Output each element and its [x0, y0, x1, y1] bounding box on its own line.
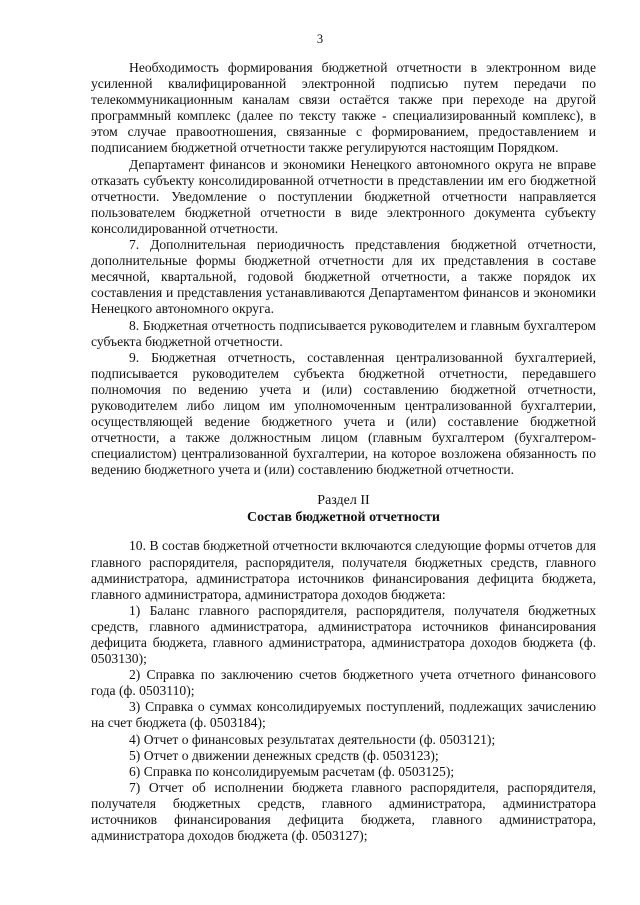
list-item-3: 3) Справка о суммах консолидируемых поступлений, подлежащих зачислению на счет бюджета (ф. 0503184);	[91, 699, 596, 731]
list-item-7: 7) Отчет об исполнении бюджета главного распорядителя, распорядителя, получателя бюджетных средств, главного администратора, администратора источников финансирования дефицита бюджета, главного администратора, администратора доходов бюджета (ф. 0503127);	[91, 779, 596, 844]
document-body	[91, 60, 596, 844]
list-item-4: 4) Отчет о финансовых результатах деятельности (ф. 0503121);	[129, 731, 496, 747]
list-item-5: 5) Отчет о движении денежных средств (ф. 0503123);	[129, 747, 439, 763]
list-item-2: 2) Справка по заключению счетов бюджетного учета отчетного финансового года (ф. 0503110);	[91, 667, 596, 699]
page-number: 3	[316, 32, 324, 46]
paragraph-department-obligation: Департамент финансов и экономики Ненецкого автономного округа не вправе отказать субъекту консолидированной отчетности в представлении им его бюджетной отчетности. Уведомление о поступлении бюджетной отчетности направляется пользователем бюджетной отчетности в виде электронного документа субъекту консолидированной отчетности.	[91, 156, 596, 236]
section-title: Состав бюджетной отчетности	[246, 510, 440, 526]
section-label: Раздел II	[317, 493, 370, 509]
paragraph-electronic-form: Необходимость формирования бюджетной отчетности в электронном виде усиленной квалифицированной электронной подписью путем передачи по телекоммуникационным каналам связи остаётся также при переходе на другой программный комплекс (далее по тексту также - специализированный комплекс), в этом случае правоотношения, связанные с формированием, предоставлением и подписанием бюджетной отчетности также регулируются настоящим Порядком.	[91, 60, 596, 156]
paragraph-item-8: 8. Бюджетная отчетность подписывается руководителем и главным бухгалтером субъекта бюджетной отчетности.	[91, 317, 596, 349]
paragraph-item-9: 9. Бюджетная отчетность, составленная централизованной бухгалтерией, подписывается руководителем субъекта бюджетной отчетности, передавшего полномочия по ведению учета и (или) составлению бюджетной отчетности, руководителем либо лицом им уполномоченным централизованной бухгалтерии, осуществляющей ведение бюджетного учета и (или) составление бюджетной отчетности, а также должностным лицом (главным бухгалтером (бухгалтером-специалистом) централизованной бухгалтерии, на которое возложена обязанность по ведению бюджетного учета и (или) составлению бюджетной отчетности.	[91, 349, 596, 478]
section-heading	[91, 492, 596, 526]
list-item-1: 1) Баланс главного распорядителя, распорядителя, получателя бюджетных средств, главного администратора, администратора источников финансирования дефицита бюджета, главного администратора, администратора доходов бюджета (ф. 0503130);	[91, 602, 596, 667]
list-item-6: 6) Справка по консолидируемым расчетам (ф. 0503125);	[129, 763, 455, 779]
paragraph-item-7: 7. Дополнительная периодичность представления бюджетной отчетности, дополнительные формы бюджетной отчетности для их представления в составе месячной, квартальной, годовой бюджетной отчетности, а также порядок их составления и представления устанавливаются Департаментом финансов и экономики Ненецкого автономного округа.	[91, 237, 596, 317]
paragraph-item-10: 10. В состав бюджетной отчетности включаются следующие формы отчетов для главного распорядителя, распорядителя, получателя бюджетных средств, главного администратора, администратора источников финансирования дефицита бюджета, главного администратора, администратора доходов бюджета:	[91, 538, 596, 602]
